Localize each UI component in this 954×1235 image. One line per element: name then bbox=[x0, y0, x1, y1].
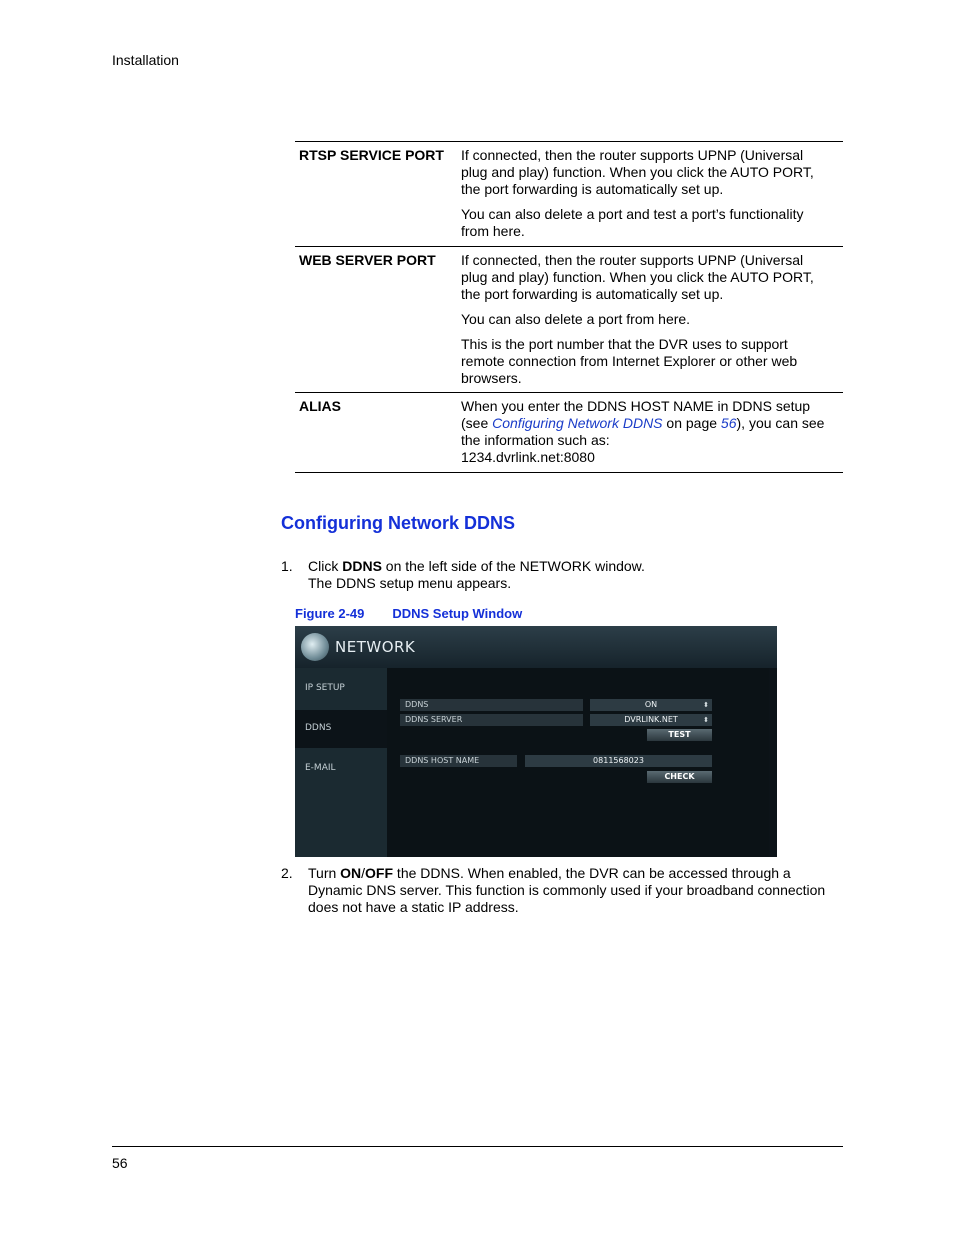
ddns-host-name-label: DDNS HOST NAME bbox=[400, 755, 517, 767]
alias-example: 1234.dvrlink.net:8080 bbox=[461, 449, 595, 465]
description-paragraph: If connected, then the router supports UPNP (Universal plug and play) function. When you click the AUTO PORT, the port forwarding is automatically set up. bbox=[461, 147, 814, 197]
test-button[interactable]: TEST bbox=[647, 729, 712, 741]
network-sidebar bbox=[295, 668, 387, 857]
row-term: WEB SERVER PORT bbox=[299, 252, 436, 268]
step-number: 2. bbox=[281, 865, 293, 881]
ddns-settings-pane bbox=[387, 668, 769, 857]
sidebar-item-ip-setup[interactable] bbox=[295, 670, 387, 708]
figure-caption bbox=[295, 606, 522, 621]
table-row bbox=[295, 141, 843, 246]
figure-label: Figure 2-49 bbox=[295, 606, 365, 621]
description-paragraph: You can also delete a port and test a port’s functionality from here. bbox=[461, 206, 804, 239]
step-number: 1. bbox=[281, 558, 293, 574]
step-slash: / bbox=[361, 865, 366, 881]
sidebar-item-label: E-MAIL bbox=[305, 763, 336, 773]
step-text-post: on the left side of the NETWORK window. bbox=[381, 558, 645, 574]
step-result: The DDNS setup menu appears. bbox=[308, 575, 512, 591]
cross-reference-link[interactable]: Configuring Network DDNS bbox=[492, 415, 663, 431]
sidebar-item-label: DDNS bbox=[305, 723, 332, 733]
table-row bbox=[295, 392, 843, 473]
alias-text-after: ), you can see the information such as: bbox=[461, 415, 825, 448]
row-term: ALIAS bbox=[299, 398, 341, 414]
footer-rule bbox=[112, 1146, 843, 1147]
ddns-select[interactable] bbox=[590, 699, 712, 711]
alias-text-mid: on page bbox=[662, 415, 721, 431]
page-number: 56 bbox=[112, 1155, 128, 1171]
row-description bbox=[461, 247, 831, 393]
ddns-host-name-field[interactable]: 0811568023 bbox=[525, 755, 712, 767]
step-text-pre: Turn bbox=[308, 865, 341, 881]
alias-text-before: When you enter the DDNS HOST NAME in DDNS setup (see bbox=[461, 398, 811, 431]
ddns-server-value: DVRLINK.NET bbox=[624, 715, 678, 724]
step-bold-term: OFF bbox=[365, 865, 394, 881]
step-text bbox=[308, 558, 843, 592]
step-item bbox=[281, 865, 843, 916]
ddns-select-value: ON bbox=[644, 700, 658, 709]
alias-description bbox=[461, 398, 831, 466]
table-row bbox=[295, 246, 843, 392]
up-down-arrow-icon: ⬍ bbox=[703, 701, 709, 709]
up-down-arrow-icon: ⬍ bbox=[703, 716, 709, 724]
window-titlebar bbox=[295, 626, 777, 668]
description-paragraph: If connected, then the router supports UPNP (Universal plug and play) function. When you click the AUTO PORT, the port forwarding is automatically set up. bbox=[461, 252, 814, 302]
step-text bbox=[308, 865, 843, 916]
check-button[interactable]: CHECK bbox=[647, 771, 712, 783]
window-title: NETWORK bbox=[335, 638, 416, 656]
step-item bbox=[281, 558, 843, 592]
step-text-post: the DDNS. When enabled, the DVR can be accessed through a Dynamic DNS server. This function is commonly used if your broadband connection does not have a static IP address. bbox=[308, 865, 826, 915]
description-paragraph: You can also delete a port from here. bbox=[461, 311, 691, 327]
sidebar-item-email[interactable] bbox=[295, 750, 387, 788]
sidebar-item-label: IP SETUP bbox=[305, 683, 345, 693]
row-description bbox=[461, 142, 831, 246]
ddns-server-select[interactable] bbox=[590, 714, 712, 726]
definition-table bbox=[295, 141, 843, 473]
ddns-server-label: DDNS SERVER bbox=[400, 714, 583, 726]
globe-icon bbox=[301, 633, 329, 661]
ddns-setup-screenshot bbox=[295, 626, 777, 857]
running-header: Installation bbox=[112, 52, 179, 68]
description-paragraph: This is the port number that the DVR uses to support remote connection from Internet Explorer or other web browsers. bbox=[461, 336, 798, 386]
row-description bbox=[461, 393, 831, 472]
ddns-label: DDNS bbox=[400, 699, 583, 711]
step-bold-term: DDNS bbox=[342, 558, 382, 574]
page-reference-link[interactable]: 56 bbox=[720, 415, 737, 431]
step-text-pre: Click bbox=[308, 558, 343, 574]
figure-title: DDNS Setup Window bbox=[392, 606, 523, 621]
step-bold-term: ON bbox=[340, 865, 362, 881]
row-term: RTSP SERVICE PORT bbox=[299, 147, 444, 163]
section-heading: Configuring Network DDNS bbox=[281, 513, 515, 533]
sidebar-item-ddns[interactable] bbox=[295, 710, 387, 748]
